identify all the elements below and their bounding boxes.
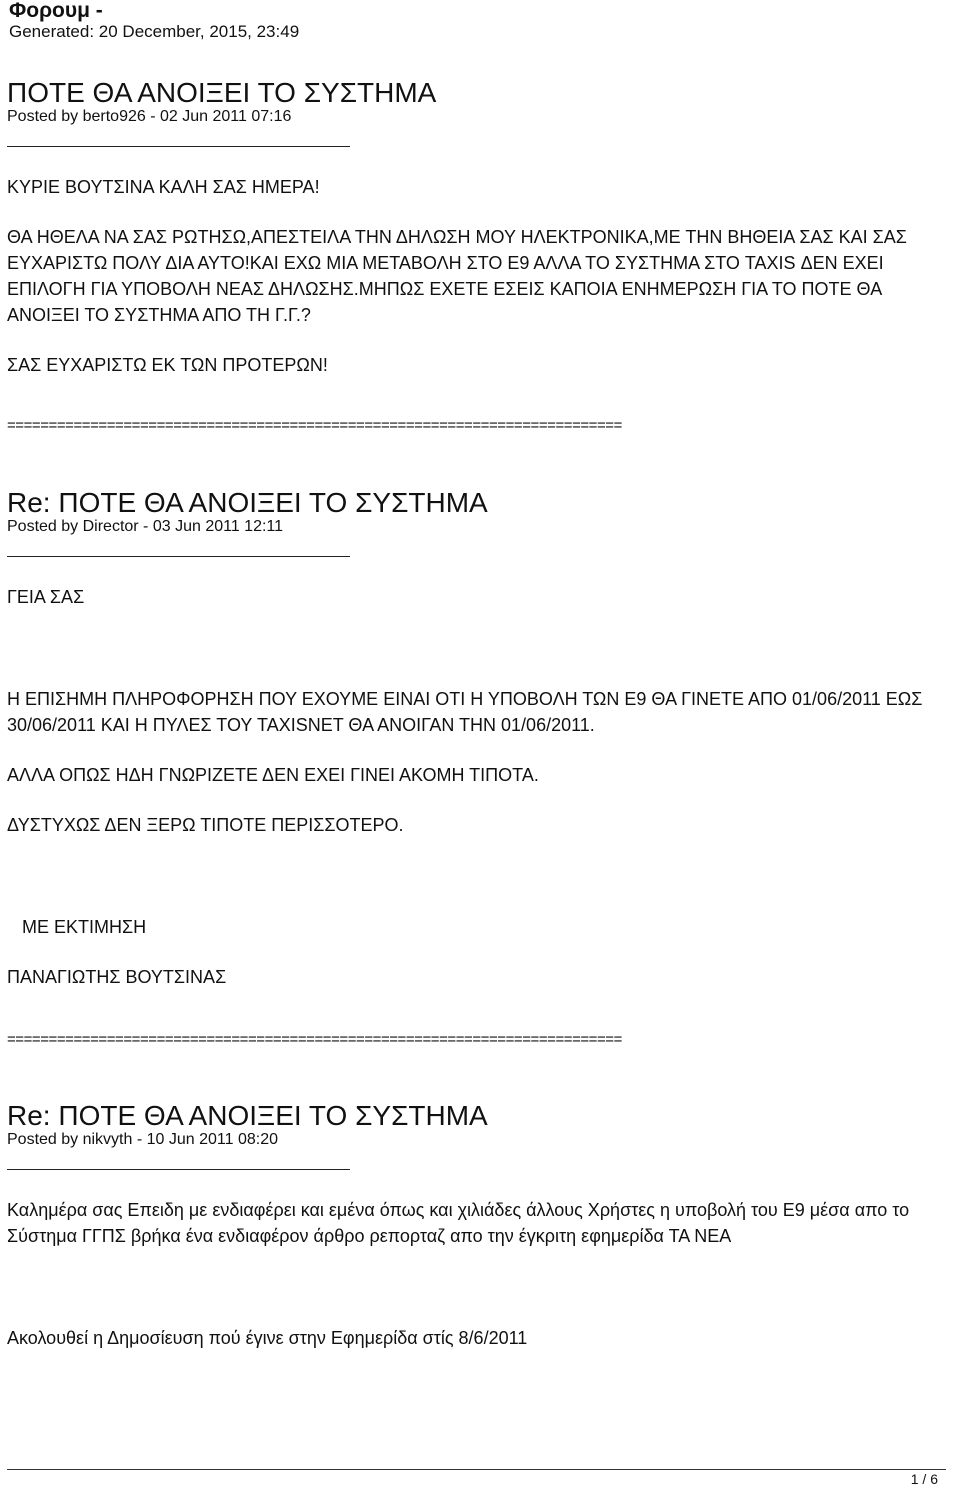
post-divider: [7, 556, 350, 557]
post-title: ΠΟΤΕ ΘΑ ΑΝΟΙΞΕΙ ΤΟ ΣΥΣΤΗΜΑ: [7, 77, 437, 108]
post-meta: Posted by nikvyth - 10 Jun 2011 08:20: [7, 1131, 278, 1148]
post-paragraph: ΔΥΣΤΥΧΩΣ ΔΕΝ ΞΕΡΩ ΤΙΠΟΤΕ ΠΕΡΙΣΣΟΤΕΡΟ.: [7, 815, 404, 835]
post-paragraph: ΚΥΡΙΕ ΒΟΥΤΣΙΝΑ ΚΑΛΗ ΣΑΣ ΗΜΕΡΑ!: [7, 177, 320, 197]
forum-post: [7, 488, 947, 990]
post-meta: Posted by Director - 03 Jun 2011 12:11: [7, 518, 284, 535]
post-paragraph: Καλημέρα σας Επειδη με ενδιαφέρει και εμένα όπως και χιλιάδες άλλους Χρήστες η υποβολή του Ε9 μέσα απο το Σύστημα ΓΓΠΣ βρήκα ένα ενδιαφέρον άρθρο ρεπορταζ απο την έγκριτη εφημερίδα ΤΑ ΝΕΑ: [7, 1200, 910, 1246]
post-divider: [7, 146, 350, 147]
forum-post: [7, 1101, 947, 1351]
post-paragraph: ΜΕ ΕΚΤΙΜΗΣΗ: [22, 917, 147, 937]
post-paragraph: ΑΛΛΑ ΟΠΩΣ ΗΔΗ ΓΝΩΡΙΖΕΤΕ ΔΕΝ ΕΧΕΙ ΓΙΝΕΙ ΑΚΟΜΗ ΤΙΠΟΤΑ.: [7, 765, 539, 785]
post-body: [7, 174, 947, 378]
post-body: [7, 1197, 947, 1351]
post-paragraph: Ακολουθεί η Δημοσίευση πού έγινε στην Εφημερίδα στίς 8/6/2011: [7, 1328, 528, 1348]
post-paragraph: ΣΑΣ ΕΥΧΑΡΙΣΤΩ ΕΚ ΤΩΝ ΠΡΟΤΕΡΩΝ!: [7, 355, 328, 375]
page-number: 1 / 6: [910, 1471, 938, 1487]
generated-timestamp: Generated: 20 December, 2015, 23:49: [9, 22, 300, 41]
post-body: [7, 584, 947, 990]
post-paragraph: ΠΑΝΑΓΙΩΤΗΣ ΒΟΥΤΣΙΝΑΣ: [7, 967, 227, 987]
post-title: Re: ΠΟΤΕ ΘΑ ΑΝΟΙΞΕΙ ΤΟ ΣΥΣΤΗΜΑ: [7, 1100, 488, 1131]
post-paragraph: Η ΕΠΙΣΗΜΗ ΠΛΗΡΟΦΟΡΗΣΗ ΠΟΥ ΕΧΟΥΜΕ ΕΙΝΑΙ ΟΤΙ Η ΥΠΟΒΟΛΗ ΤΩΝ Ε9 ΘΑ ΓΙΝΕΤΕ ΑΠΟ 01/06/2011 ΕΩΣ 30/06/2011 ΚΑΙ Η ΠΥΛΕΣ ΤΟΥ TAXISNET ΘΑ ΑΝΟΙΓΑΝ ΤΗΝ 01/06/2011.: [7, 689, 923, 735]
post-separator: ==========================================================================: [7, 1032, 622, 1048]
post-paragraph: ΘΑ ΗΘΕΛΑ ΝΑ ΣΑΣ ΡΩΤΗΣΩ,ΑΠΕΣΤΕΙΛΑ ΤΗΝ ΔΗΛΩΣΗ ΜΟΥ ΗΛΕΚΤΡΟΝΙΚΑ,ΜΕ ΤΗΝ ΒΗΘΕΙΑ ΣΑΣ ΚΑΙ ΣΑΣ ΕΥΧΑΡΙΣΤΩ ΠΟΛΥ ΔΙΑ ΑΥΤΟ!ΚΑΙ ΕΧΩ ΜΙΑ ΜΕΤΑΒΟΛΗ ΣΤΟ Ε9 ΑΛΛΑ ΤΟ ΣΥΣΤΗΜΑ ΣΤΟ TAXIS ΔΕΝ ΕΧΕΙ ΕΠΙΛΟΓΗ ΓΙΑ ΥΠΟΒΟΛΗ ΝΕΑΣ ΔΗΛΩΣΗΣ.ΜΗΠΩΣ ΕΧΕΤΕ ΕΣΕΙΣ ΚΑΠΟΙΑ ΕΝΗΜΕΡΩΣΗ ΓΙΑ ΤΟ ΠΟΤΕ ΘΑ ΑΝΟΙΞΕΙ ΤΟ ΣΥΣΤΗΜΑ ΑΠΟ ΤΗ Γ.Γ.?: [7, 227, 907, 325]
footer-divider: [7, 1469, 946, 1470]
post-meta: Posted by berto926 - 02 Jun 2011 07:16: [7, 108, 292, 125]
post-title: Re: ΠΟΤΕ ΘΑ ΑΝΟΙΞΕΙ ΤΟ ΣΥΣΤΗΜΑ: [7, 487, 488, 518]
post-paragraph: ΓΕΙΑ ΣΑΣ: [7, 587, 85, 607]
post-divider: [7, 1169, 350, 1170]
forum-post: [7, 78, 947, 378]
post-separator: ==========================================================================: [7, 418, 622, 434]
forum-title: Φορουμ -: [9, 0, 103, 22]
